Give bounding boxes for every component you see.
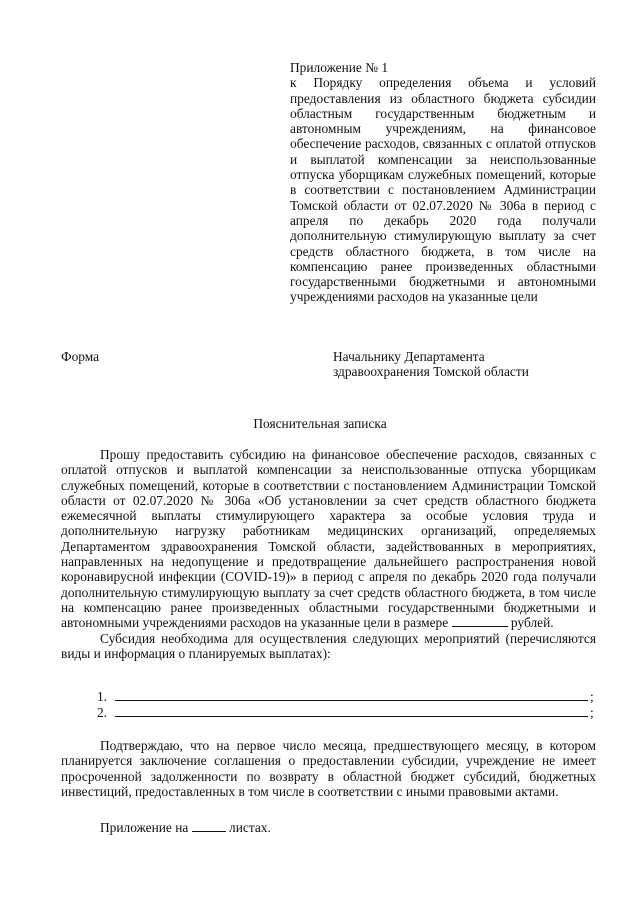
addressee-line-2: здравоохранения Томской области bbox=[333, 364, 529, 380]
confirmation-paragraph: Подтверждаю, что на первое число месяца, предшествующего месяцу, в котором планируется заключение соглашения о предоставлении субсидии, учреждение не имеет просроченной задолженности по возврату в областной бюджет субсидий, бюджетных инвестиций, предоставленных в том числе в соответствии с иными правовыми актами. bbox=[61, 738, 596, 799]
attachment-prefix: Приложение на bbox=[100, 820, 189, 835]
request-text: Прошу предоставить субсидию на финансовое обеспечение расходов, связанных с оплатой отпусков и выплатой компенсации за неиспользованные отпуска уборщикам служебных помещений, которые в соответствии с постановлением Администрации Томской области от 02.07.2020 № 306а «Об установлении за счет средств областного бюджета ежемесячной выплаты стимулирующего характера за особые условия труда и дополнительную нагрузку работникам медицинских организаций, определяемых Департаментом здравоохранения Томской области, задействованных в мероприятиях, направленных на недопущение и предотвращение дальнейшего распространения новой коронавирусной инфекции (COVID-19)» в период с апреля по декабрь 2020 года получали дополнительную стимулирующую выплату за счет средств областного бюджета, в том числе на компенсацию ранее произведенных областными государственными бюджетными и автономными учреждениями расходов на указанные цели в размере bbox=[61, 447, 596, 631]
attachment-suffix: листах. bbox=[229, 820, 271, 835]
note-body bbox=[61, 447, 596, 661]
list-item-number: 1. bbox=[96, 689, 107, 704]
appendix-block bbox=[290, 60, 596, 305]
attachment-line bbox=[100, 820, 271, 835]
list-item-blank-line[interactable] bbox=[115, 688, 588, 701]
list-item-end: ; bbox=[590, 689, 594, 704]
list-item-number: 2. bbox=[96, 705, 107, 720]
addressee-line-1: Начальнику Департамента bbox=[333, 349, 485, 364]
request-paragraph bbox=[61, 447, 596, 631]
note-title: Пояснительная записка bbox=[253, 416, 387, 431]
addressee-block bbox=[333, 349, 603, 380]
sheet-count-blank[interactable] bbox=[192, 820, 226, 832]
appendix-text: к Порядку определения объема и условий предоставления из областного бюджета субсидии областным государственным бюджетным и автономным учреждениям, на финансовое обеспечение расходов, связанных с оплатой отпусков и выплатой компенсации за неиспользованные отпуска уборщикам служебных помещений, которые в соответствии с постановлением Администрации Томской области от 02.07.2020 № 306а в период с апреля по декабрь 2020 года получали дополнительную стимулирующую выплату за счет средств областного бюджета, в том числе на компенсацию ранее произведенных областными государственными бюджетными и автономными учреждениями расходов на указанные цели bbox=[290, 75, 596, 305]
list-item bbox=[61, 688, 596, 704]
list-item-blank-line[interactable] bbox=[115, 704, 588, 717]
list-item bbox=[61, 704, 596, 720]
purpose-paragraph: Субсидия необходима для осуществления следующих мероприятий (перечисляются виды и информация о планируемых выплатах): bbox=[61, 630, 596, 661]
amount-blank[interactable] bbox=[452, 615, 508, 627]
list-item-end: ; bbox=[590, 705, 594, 720]
request-suffix: рублей. bbox=[510, 615, 554, 631]
appendix-title: Приложение № 1 bbox=[290, 60, 389, 75]
form-label: Форма bbox=[61, 349, 100, 364]
activities-list bbox=[61, 688, 596, 720]
